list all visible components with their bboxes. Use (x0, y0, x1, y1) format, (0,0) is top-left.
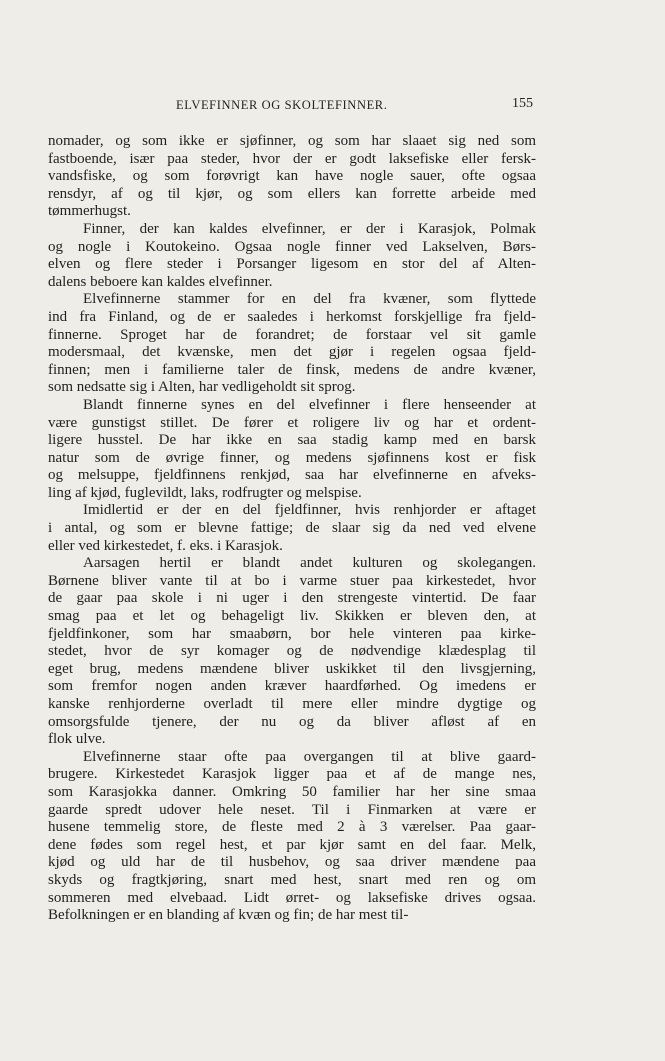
text-line: skyds og fragtkjøring, snart med hest, snart med ren og om (48, 871, 536, 888)
paragraph (48, 749, 536, 925)
text-line: flok ulve. (48, 731, 106, 748)
text-line: finnerne. Sproget har de forandret; de forstaar vel sit gamle (48, 326, 536, 343)
body-text (48, 133, 536, 925)
text-line: eget brug, medens mændene bliver uskikket til den livsgjerning, (48, 660, 536, 677)
text-line: tømmerhugst. (48, 203, 131, 220)
text-line: være gunstigst stillet. De fører et roligere liv og har et ordent- (48, 414, 536, 431)
text-line: fjeldfinkoner, som har smaabørn, bor hele vinteren paa kirke- (48, 625, 536, 642)
paragraph (48, 291, 536, 397)
paragraph (48, 502, 536, 555)
text-line: vandsfiske, og som forøvrigt kan have nogle sauer, ofte ogsaa (48, 168, 536, 185)
text-line: stedet, hvor de syr komager og de nødvendige klædesplag til (48, 643, 536, 660)
paragraph (48, 555, 536, 749)
text-line: nomader, og som ikke er sjøfinner, og som har slaaet sig ned som (48, 133, 536, 149)
paragraph (48, 397, 536, 503)
text-line: Elvefinnerne staar ofte paa overgangen til at blive gaard- (83, 748, 536, 765)
text-line: natur som de øvrige finner, og medens sjøfinnens kost er fisk (48, 449, 536, 466)
text-line: som nedsatte sig i Alten, har vedligeholdt sit sprog. (48, 379, 356, 396)
text-line: dalens beboere kan kaldes elvefinner. (48, 273, 273, 290)
text-line: finnen; men i familierne taler de finsk, medens de andre kvæner, (48, 361, 536, 378)
text-line: som Karasjokka danner. Omkring 50 familier har her sine smaa (48, 783, 536, 800)
text-line: Elvefinnerne stammer for en del fra kvæner, som flyttede (83, 291, 536, 308)
text-line: eller ved kirkestedet, f. eks. i Karasjok. (48, 537, 283, 554)
text-line: elven og flere steder i Porsanger ligesom en stor del af Alten- (48, 256, 536, 273)
text-line: og melsuppe, fjeldfinnens renkjød, saa har elvefinnerne en afveks- (48, 467, 536, 484)
text-line: sommeren med elvebaad. Lidt ørret- og laksefiske drives ogsaa. (48, 889, 536, 906)
paragraph (48, 221, 536, 291)
text-line: husene temmelig store, de fleste med 2 à 3 værelser. Paa gaar- (48, 819, 536, 836)
page-number: 155 (512, 96, 533, 111)
text-line: de gaar paa skole i ni uger i den strengeste vintertid. De faar (48, 590, 536, 607)
text-line: Aarsagen hertil er blandt andet kulturen og skolegangen. (83, 555, 536, 572)
text-line: og nogle i Koutokeino. Ogsaa nogle finner ved Lakselven, Børs- (48, 238, 536, 255)
text-line: Blandt finnerne synes en del elvefinner i flere henseender at (83, 396, 536, 413)
text-line: brugere. Kirkestedet Karasjok ligger paa et af de mange nes, (48, 766, 536, 783)
text-line: rensdyr, af og til kjør, og som ellers kan forrette arbeide med (48, 185, 536, 202)
text-line: ligere husstel. De har ikke en saa stadig kamp med en barsk (48, 432, 536, 449)
text-line: gaarde spredt udover hele neset. Til i Finmarken at være er (48, 801, 536, 818)
text-line: ind fra Finland, og de er saaledes i herkomst forskjellige fra fjeld- (48, 308, 536, 325)
text-line: som fremfor nogen anden kræver haardførhed. Og imedens er (48, 678, 536, 695)
text-line: fastboende, især paa steder, hvor der er godt laksefiske eller fersk- (48, 150, 536, 167)
text-line: omsorgsfulde tjenere, der nu og da bliver afløst af en (48, 713, 536, 730)
running-title: ELVEFINNER OG SKOLTEFINNER. (176, 98, 388, 112)
text-line: kanske renhjorderne overladt til mere eller mindre dygtige og (48, 696, 536, 712)
text-line: Imidlertid er der en del fjeldfinner, hvis renhjorder er aftaget (83, 502, 536, 519)
text-line: Finner, der kan kaldes elvefinner, er der i Karasjok, Polmak (83, 220, 536, 237)
text-line: smag paa et let og behageligt liv. Skikken er bleven den, at (48, 608, 536, 625)
text-line: i antal, og som er blevne fattige; de slaar sig da ned ved elvene (48, 520, 536, 537)
text-line: Befolkningen er en blanding af kvæn og fin; de har mest til- (48, 907, 409, 924)
text-line: dene fødes som regel hest, et par kjør samt en del faar. Melk, (48, 836, 536, 853)
text-line: Børnene bliver vante til at bo i varme stuer paa kirkestedet, hvor (48, 572, 536, 589)
paragraph (48, 133, 536, 221)
text-line: ling af kjød, fuglevildt, laks, rodfrugter og melspise. (48, 484, 362, 501)
text-line: kjød og uld har de til husbehov, og saa driver mændene paa (48, 854, 536, 871)
text-line: modersmaal, det kvænske, men det gjør i regelen ogsaa fjeld- (48, 344, 536, 361)
